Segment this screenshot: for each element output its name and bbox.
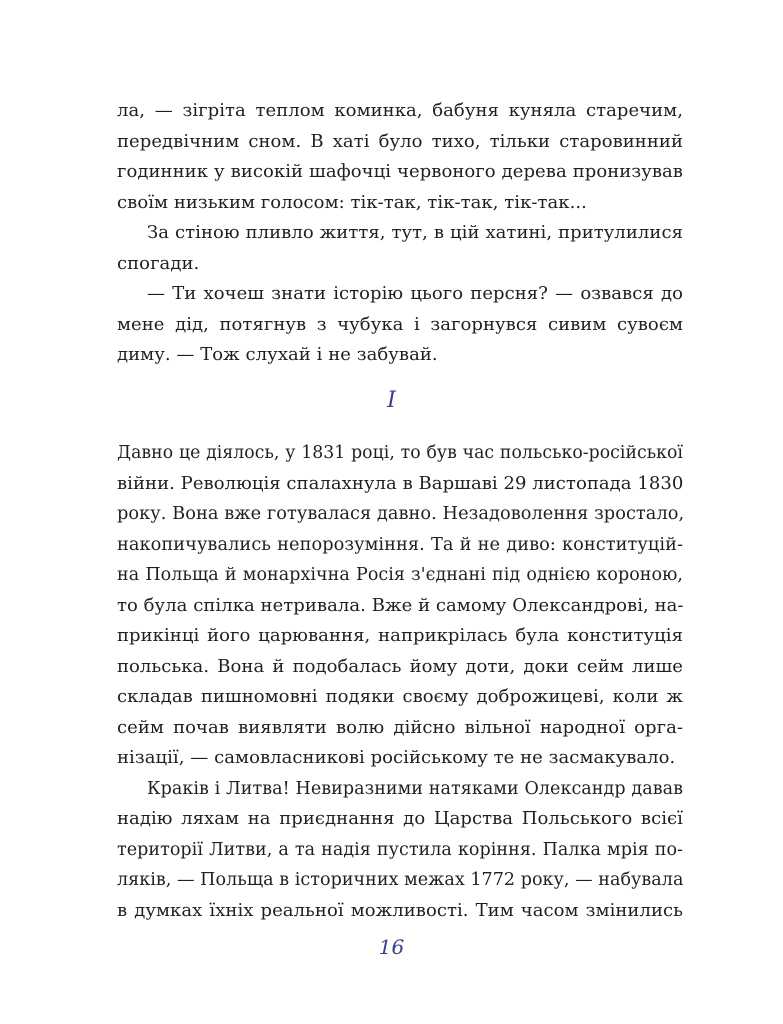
- text-line: спогади.: [117, 252, 200, 274]
- text-line: диму. — Тож слухай і не забувай.: [117, 344, 438, 365]
- text-line: прикінці його царювання, наприкрілась була конституція: [117, 625, 683, 646]
- text-line: мене дід, потягнув з чубука і загорнувся сивим сувоєм: [117, 313, 683, 335]
- section-number: I: [387, 388, 396, 413]
- text-line: ла, — зігріта теплом коминка, бабуня куняла старечим,: [117, 100, 683, 121]
- text-line: на Польща й монархічна Росія з'єднані під однією короною,: [117, 565, 683, 585]
- text-line: війни. Революція спалахнула в Варшаві 29 листопада 1830: [117, 472, 684, 494]
- text-line: в думках їхніх реальної можливості. Тим часом змінились: [117, 899, 683, 921]
- text-line: надію ляхам на приєднання до Царства Польського всієї: [117, 808, 683, 829]
- text-line: своїм низьким голосом: тік-так, тік-так, тік-так...: [117, 191, 587, 213]
- text-line: сейм почав виявляти волю дійсно вільної народної орга-: [117, 716, 683, 738]
- text-line: — Ти хочеш знати історію цього персня? — озвався до: [147, 283, 683, 304]
- text-line: нізації, — самовласникові російському те не засмакувало.: [117, 747, 676, 768]
- text-line: то була спілка нетривала. Вже й самому Олександрові, на-: [117, 594, 684, 616]
- text-line: року. Вона вже готувалася давно. Незадоволення зростало,: [117, 504, 685, 524]
- text-block-main: [117, 438, 683, 926]
- text-line: складав пишномовні подяки своєму доброжицеві, коли ж: [117, 686, 683, 707]
- text-block-top: [117, 96, 683, 371]
- text-line: ляків, — Польща в історичних межах 1772 року, — набувала: [117, 870, 684, 890]
- page-number: 16: [378, 935, 405, 959]
- text-line: передвічним сном. В хаті було тихо, тільки старовинний: [117, 130, 683, 152]
- text-line: За стіною пливло життя, тут, в цій хатині, притулилися: [147, 222, 683, 243]
- text-line: годинник у високій шафочці червоного дерева пронизував: [117, 161, 683, 182]
- text-line: території Литви, а та надія пустила коріння. Палка мрія по-: [117, 839, 683, 860]
- text-line: накопичувались непорозуміння. Та й не диво: конституцій-: [117, 534, 683, 555]
- text-line: Давно це діялось, у 1831 році, то був час польсько-російської: [117, 443, 683, 463]
- text-line: Краків і Литва! Невиразними натяками Олександр давав: [147, 778, 683, 799]
- text-line: польська. Вона й подобалась йому доти, доки сейм лише: [117, 655, 683, 677]
